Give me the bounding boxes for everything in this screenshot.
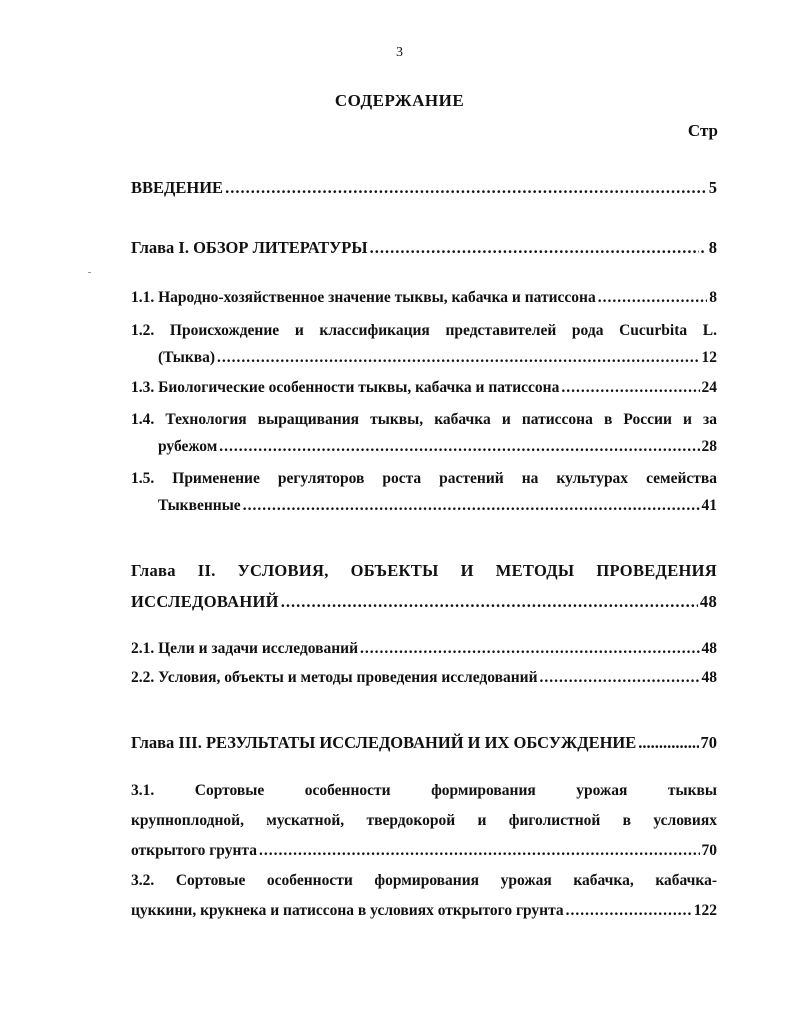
toc-entry-1-3[interactable] (131, 375, 717, 401)
leader-dots (281, 587, 698, 617)
toc-page-number: 24 (701, 379, 717, 396)
toc-entry-1-1[interactable] (131, 285, 717, 311)
toc-page-number: 28 (701, 438, 717, 455)
leader-dots (370, 235, 699, 261)
toc-entry-line: крупноплодной, мускатной, твердокорой и фиголистной в условиях (131, 812, 717, 829)
toc-entry-text: Глава I. ОБЗОР ЛИТЕРАТУРЫ (131, 238, 368, 257)
toc-entry-chapter-1[interactable] (131, 235, 717, 261)
toc-entry-text: Тыквенные (158, 497, 241, 514)
toc-entry-line: 3.1. Сортовые особенности формирования урожая тыквы (131, 782, 717, 799)
leader-dots (225, 175, 707, 201)
page-number: 3 (396, 45, 403, 60)
leader-dots (219, 434, 699, 460)
toc-entry-chapter-2[interactable] (131, 555, 717, 617)
toc-entry-line: 1.4. Технология выращивания тыквы, кабачка и патиссона в России и за (131, 411, 717, 428)
leader-dots (259, 836, 700, 866)
toc-page-number: 70 (700, 733, 717, 752)
toc-entry-1-2[interactable] (131, 316, 717, 371)
toc-page-number: 70 (701, 842, 717, 859)
leader-dots (561, 375, 699, 401)
leader-dots (638, 729, 698, 757)
toc-page-number: . 8 (700, 238, 717, 257)
toc-page-number: 12 (701, 349, 717, 366)
page-title: СОДЕРЖАНИЕ (334, 91, 465, 110)
leader-dots (598, 285, 708, 311)
toc-entry-text: цуккини, крукнека и патиссона в условиях открытого грунта (131, 902, 564, 919)
leader-dots (360, 636, 699, 662)
toc-page-number: 122 (693, 902, 717, 919)
toc-entry-text: ИССЛЕДОВАНИЙ (131, 592, 279, 611)
leader-dots (540, 665, 700, 691)
toc-page-number: 48 (701, 640, 717, 657)
toc-entry-chapter-3[interactable] (131, 729, 717, 757)
toc-entry-text: Глава III. РЕЗУЛЬТАТЫ ИССЛЕДОВАНИЙ И ИХ ОБСУЖДЕНИЕ (131, 733, 637, 752)
toc-entry-3-2[interactable] (131, 866, 717, 926)
toc-entry-2-2[interactable] (131, 665, 717, 691)
toc-entry-introduction[interactable] (131, 175, 717, 201)
leader-dots (243, 493, 700, 519)
toc-entry-line: 3.2. Сортовые особенности формирования урожая кабачка, кабачка- (131, 872, 717, 889)
toc-entry-text: 2.2. Условия, объекты и методы проведения исследований (131, 669, 538, 686)
toc-page-number: 5 (708, 178, 717, 197)
toc-entry-text: 1.3. Биологические особенности тыквы, кабачка и патиссона (131, 379, 560, 396)
page-column-label: Стр (687, 121, 718, 140)
toc-entry-line: 1.2. Происхождение и классификация представителей рода Cucurbita L. (131, 322, 717, 339)
toc-page-number: 41 (701, 497, 717, 514)
toc-page-number: 48 (699, 592, 717, 611)
toc-entry-text: 2.1. Цели и задачи исследований (131, 640, 359, 657)
leader-dots (217, 345, 699, 371)
toc-page-number: 8 (709, 289, 717, 306)
scan-mark (88, 272, 91, 273)
toc-entry-1-5[interactable] (131, 464, 717, 519)
leader-dots (566, 896, 692, 926)
toc-entry-1-4[interactable] (131, 405, 717, 460)
toc-entry-text: рубежом (158, 438, 218, 455)
toc-entry-line: 1.5. Применение регуляторов роста растений на культурах семейства (131, 470, 717, 487)
toc-page-number: 48 (701, 669, 717, 686)
toc-entry-text: (Тыква) (158, 349, 216, 366)
toc-entry-line: Глава II. УСЛОВИЯ, ОБЪЕКТЫ И МЕТОДЫ ПРОВЕДЕНИЯ (131, 561, 717, 580)
toc-entry-text: ВВЕДЕНИЕ (131, 178, 224, 197)
toc-entry-3-1[interactable] (131, 776, 717, 866)
toc-entry-2-1[interactable] (131, 636, 717, 662)
toc-entry-text: открытого грунта (131, 842, 257, 859)
toc-entry-text: 1.1. Народно-хозяйственное значение тыквы, кабачка и патиссона (131, 289, 596, 306)
